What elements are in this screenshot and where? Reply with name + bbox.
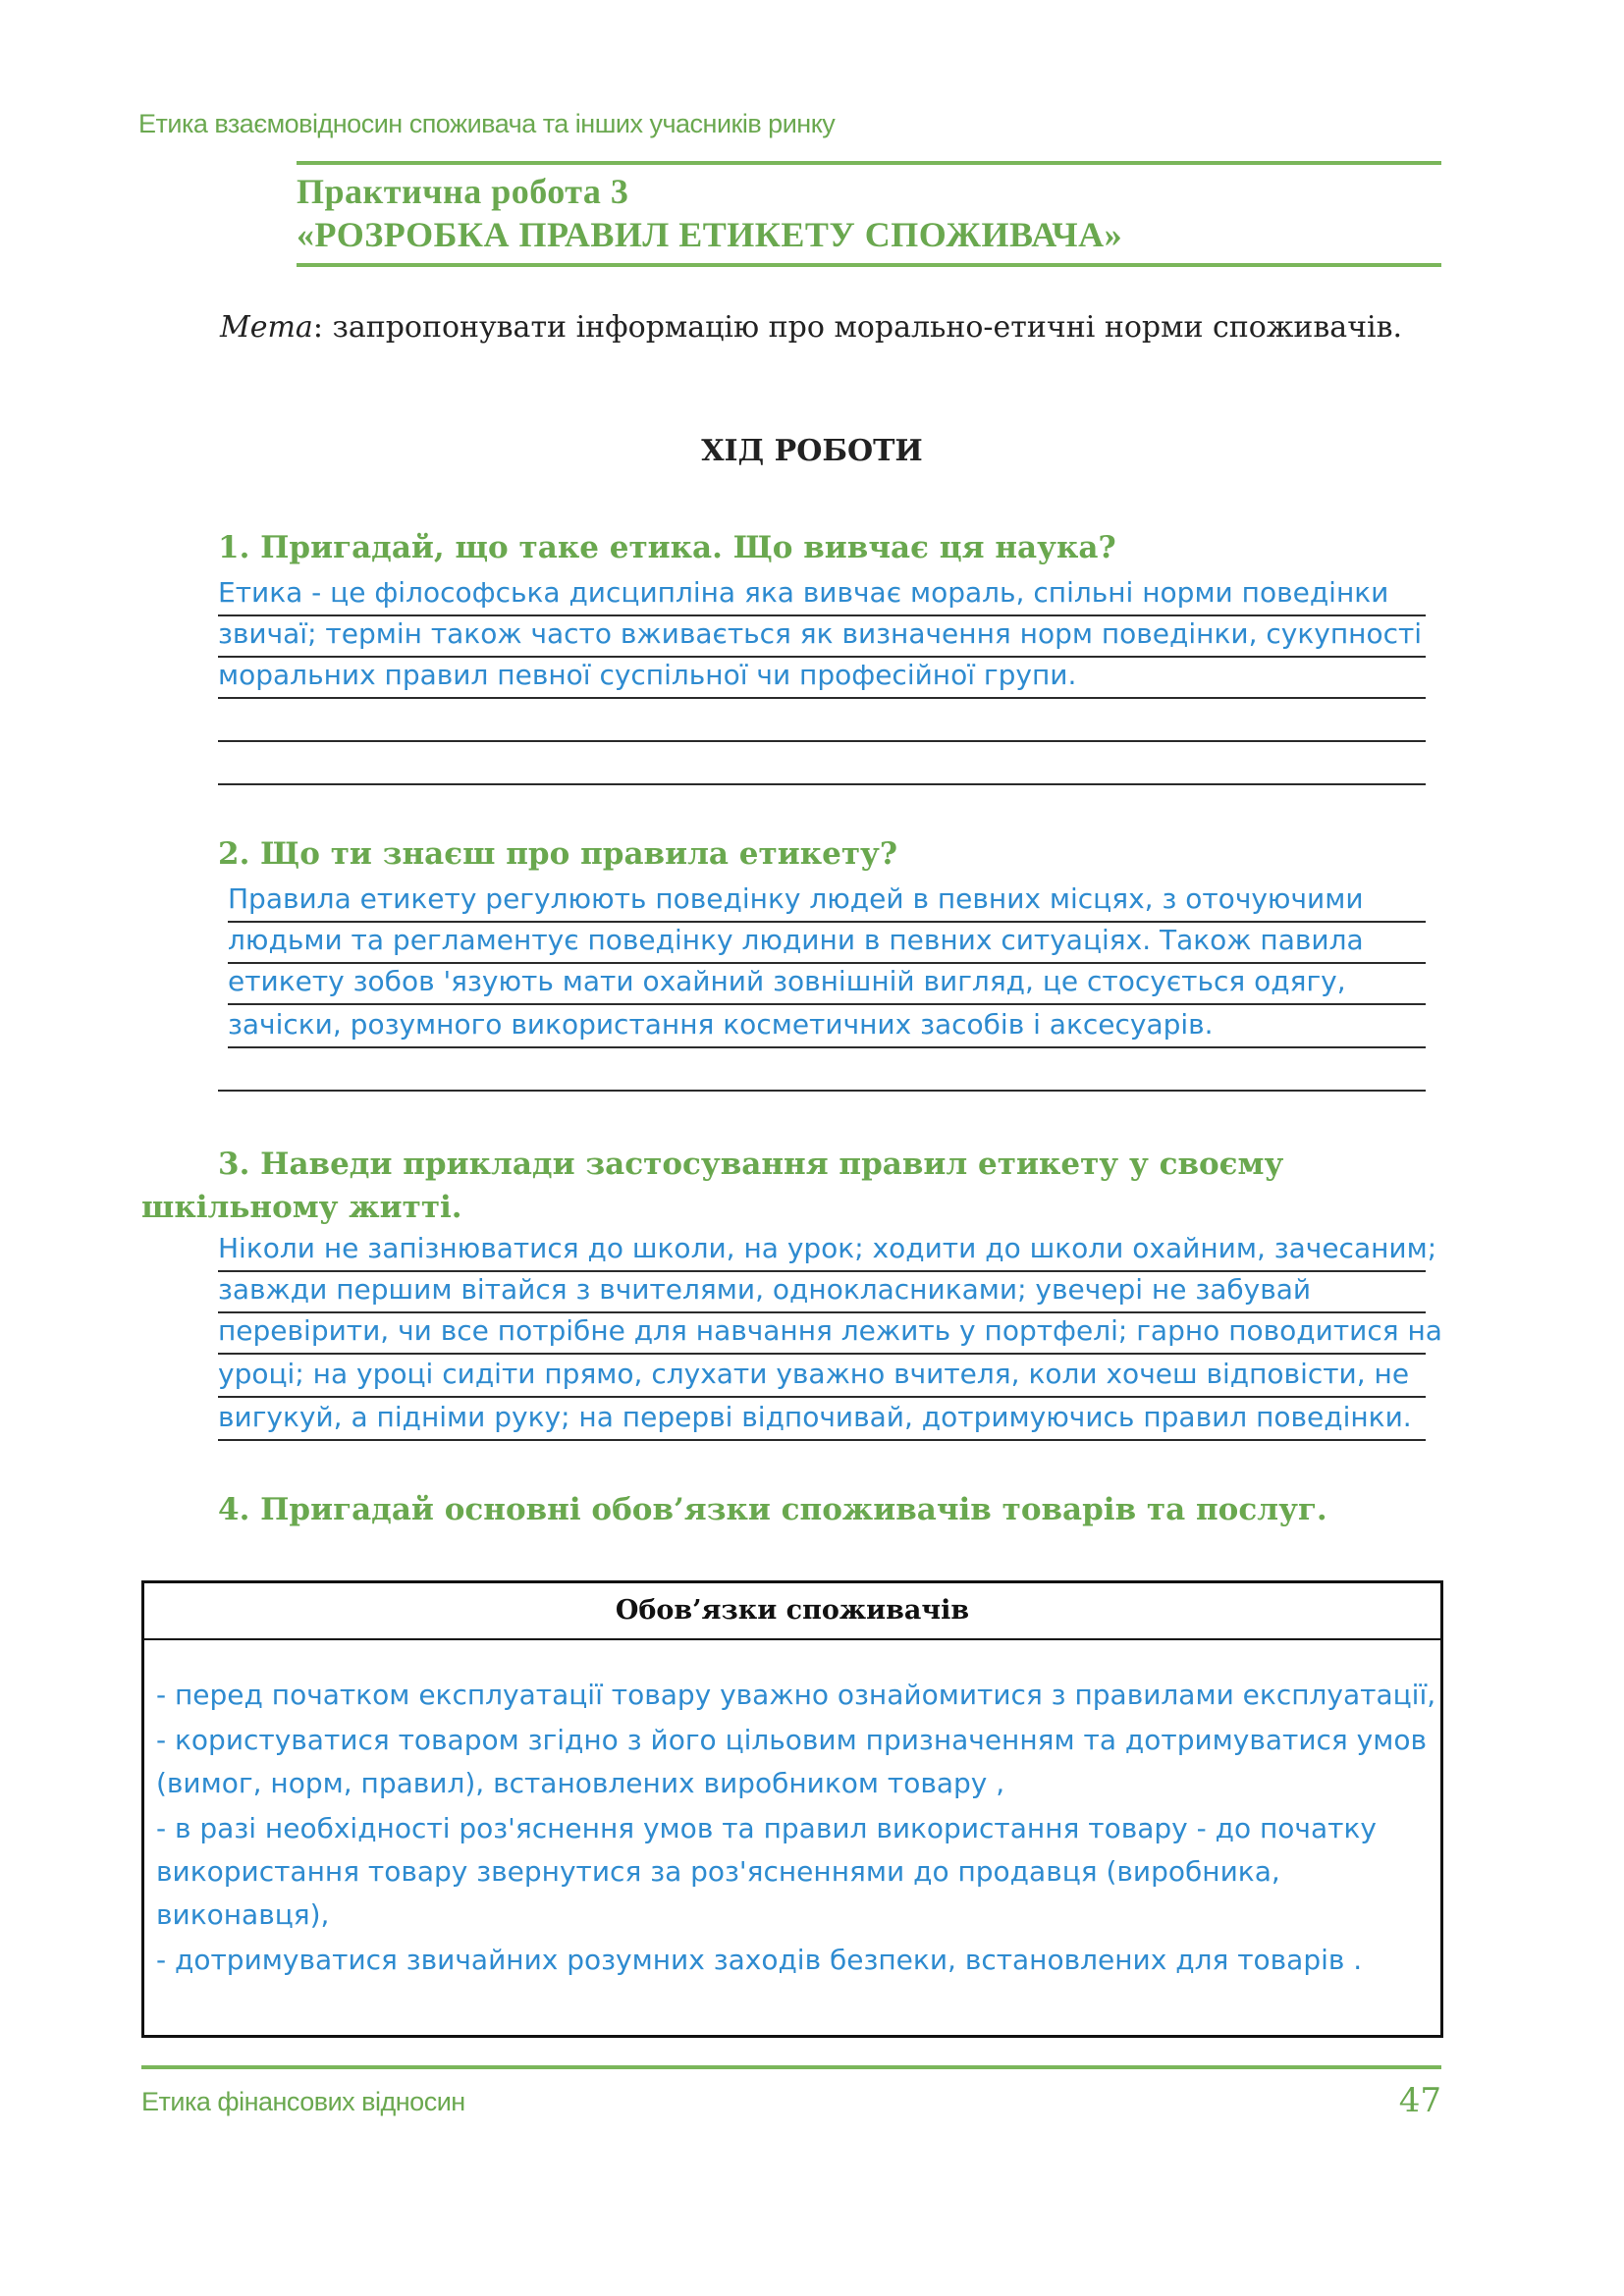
answer-line: перевірити, чи все потрібне для навчання лежить у портфелі; гарно поводитися на — [218, 1311, 1426, 1355]
section-heading: ХІД РОБОТИ — [701, 434, 923, 468]
duties-table-header: Обов’язки споживачів — [144, 1583, 1440, 1640]
practical-work-title: «РОЗРОБКА ПРАВИЛ ЕТИКЕТУ СПОЖИВАЧА» — [297, 215, 1123, 254]
page-number: 47 — [1398, 2081, 1441, 2120]
duties-table-body — [156, 1674, 1472, 1984]
footer-rule — [141, 2065, 1441, 2069]
duty-item: - дотримуватися звичайних розумних заходів безпеки, встановлених для товарів . — [156, 1944, 1363, 1976]
answer-line — [218, 742, 1426, 785]
title-bottom-rule — [297, 263, 1441, 267]
goal-text: : запропонувати інформацію про морально-етичні норми споживачів. — [312, 310, 1403, 345]
answer-line: вигукуй, а підніми руку; на перерві відпочивай, дотримуючись правил поведінки. — [218, 1398, 1426, 1441]
question-1: 1. Пригадай, що таке етика. Що вивчає ця наука? — [218, 530, 1116, 565]
duty-item: - перед початком експлуатації товару уважно ознайомитися з правилами експлуатації, — [156, 1679, 1436, 1711]
answer-line: моральних правил певної суспільної чи професійної групи. — [218, 656, 1426, 699]
running-header: Етика взаємовідносин споживача та інших учасників ринку — [138, 109, 836, 138]
answer-line: людьми та регламентує поведінку людини в певних ситуаціях. Також павила — [228, 921, 1426, 964]
question-2: 2. Що ти знаєш про правила етикету? — [218, 836, 898, 872]
answer-line: етикету зобов 'язують мати охайний зовнішній вигляд, це стосується одягу, — [228, 962, 1426, 1005]
answer-line: уроці; на уроці сидіти прямо, слухати уважно вчителя, коли хочеш відповісти, не — [218, 1355, 1426, 1398]
practical-work-number: Практична робота 3 — [297, 172, 629, 211]
answer-line: Правила етикету регулюють поведінку людей в певних місцях, з оточуючими — [228, 880, 1426, 923]
duty-item: - користуватися товаром згідно з його цільовим призначенням та дотримуватися умов (вимог, норм, правил), встановлених виробником товару , — [156, 1724, 1428, 1799]
footer-title: Етика фінансових відносин — [141, 2087, 465, 2116]
title-top-rule — [297, 161, 1441, 165]
answer-line: Етика - це філософська дисципліна яка вивчає мораль, спільні норми поведінки — [218, 573, 1426, 616]
duty-item: - в разі необхідності роз'яснення умов та правил використання товару - до початку використання товару звернутися за роз'ясненнями до продавця (виробника, виконавця), — [156, 1812, 1377, 1931]
answer-line — [218, 1048, 1426, 1092]
answer-line: завжди першим вітайся з вчителями, однокласниками; увечері не забувай — [218, 1270, 1426, 1313]
goal-paragraph — [141, 306, 1441, 349]
answer-line: звичаї; термін також часто вживається як визначення норм поведінки, сукупності — [218, 614, 1426, 658]
answer-line — [218, 699, 1426, 742]
question-3: 3. Наведи приклади застосування правил етикету у своєму шкільному житті. — [141, 1147, 1284, 1225]
goal-label: Мета — [220, 310, 313, 345]
answer-line: зачіски, розумного використання косметичних засобів і аксесуарів. — [228, 1005, 1426, 1048]
answer-line: Ніколи не запізнюватися до школи, на урок; ходити до школи охайним, зачесаним; — [218, 1229, 1426, 1272]
duties-table — [141, 1580, 1443, 2038]
question-4: 4. Пригадай основні обов’язки споживачів товарів та послуг. — [218, 1492, 1327, 1527]
